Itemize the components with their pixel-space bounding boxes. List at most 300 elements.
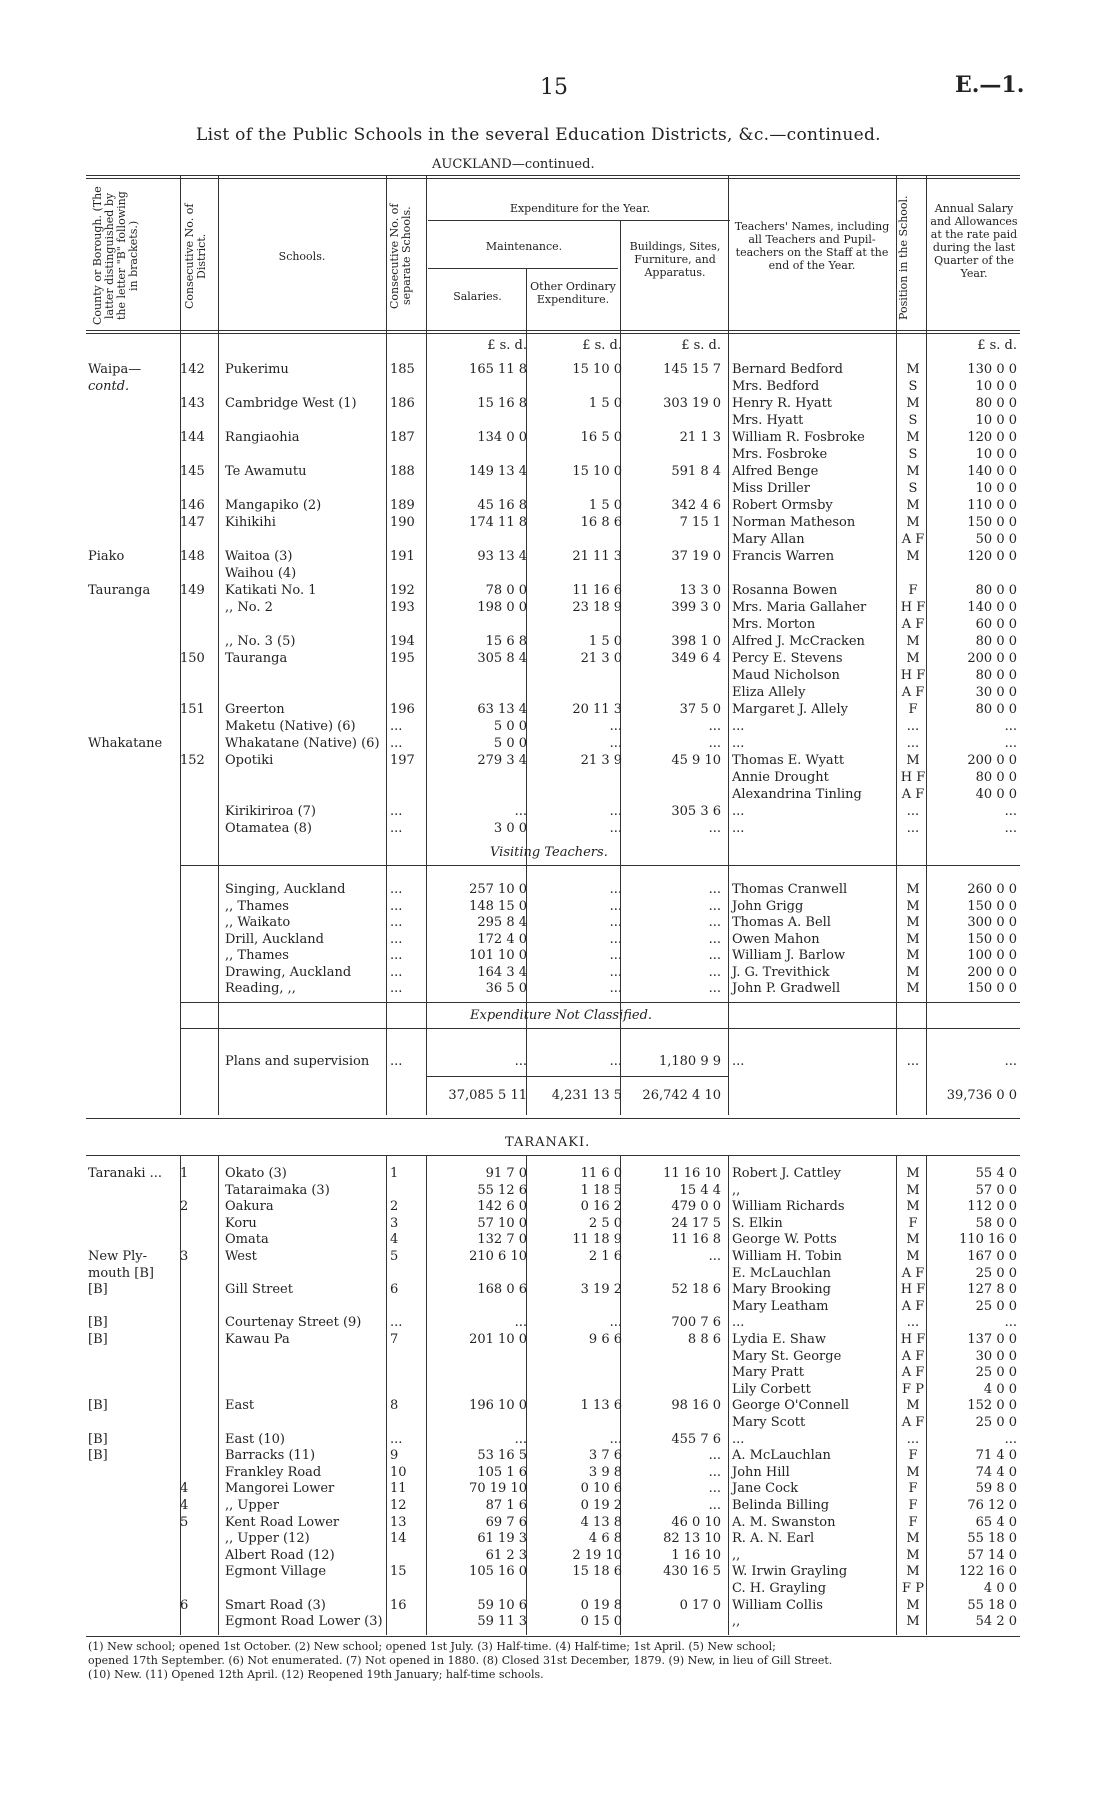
cell-dist: 142	[180, 362, 205, 377]
cell-sal: 164 3 4	[477, 964, 527, 980]
cell-teacher: Henry R. Hyatt	[732, 396, 833, 411]
cell-county: [B]	[88, 1282, 108, 1298]
cell-pos: M	[906, 915, 920, 930]
cell-teacher: Owen Mahon	[732, 931, 820, 947]
cell-pos: H F	[900, 668, 926, 683]
cell-ann: 50 0 0	[975, 532, 1017, 547]
cell-school: Kent Road Lower	[225, 1514, 340, 1530]
cell-school: Mangorei Lower	[225, 1481, 335, 1497]
cell-ann: 25 0 0	[975, 1265, 1017, 1281]
cell-sal: 165 11 8	[469, 362, 527, 377]
cell-ann: 30 0 0	[975, 685, 1017, 700]
cell-school: Waitoa (3)	[225, 549, 293, 564]
table-row	[0, 1481, 1114, 1497]
table-row	[0, 1598, 1114, 1614]
cell-bld: 8 8 6	[687, 1332, 721, 1347]
cell-bld: 52 18 6	[671, 1282, 721, 1298]
cell-teacher: Mrs. Fosbroke	[732, 447, 828, 462]
table-row	[0, 1249, 1114, 1265]
table-row	[0, 932, 1114, 948]
cell-pos: ...	[906, 719, 920, 734]
cell-sal: 87 1 6	[485, 1498, 527, 1513]
table-row	[0, 719, 1114, 735]
cell-ann: ...	[1004, 1315, 1017, 1331]
cell-no: 188	[390, 464, 415, 479]
plans-no: ...	[390, 1054, 403, 1069]
cell-bld: 342 4 6	[671, 498, 721, 513]
cell-ann: 74 4 0	[975, 1464, 1017, 1480]
cell-teacher: ...	[732, 1431, 745, 1447]
table-row	[0, 600, 1114, 616]
cell-ann: 60 0 0	[975, 617, 1017, 632]
plans-annual: ...	[1004, 1054, 1017, 1069]
cell-teacher: A. McLauchlan	[732, 1448, 831, 1464]
table-row	[0, 1199, 1114, 1215]
table-row	[0, 396, 1114, 412]
cell-ann: 30 0 0	[975, 1348, 1017, 1364]
cell-ann: 122 16 0	[959, 1564, 1017, 1580]
cell-sal: 198 0 0	[477, 600, 527, 615]
cell-ann: ...	[1004, 821, 1017, 836]
cell-no: 194	[390, 634, 415, 649]
cell-pos: A F	[901, 787, 925, 802]
cell-no: 11	[390, 1481, 407, 1497]
cell-oth: 9 6 6	[588, 1332, 622, 1347]
cell-no: 190	[390, 515, 415, 530]
cell-oth: 1 5 0	[588, 396, 622, 411]
cell-ann: 80 0 0	[975, 634, 1017, 649]
unclassified-rule	[180, 1028, 1020, 1029]
cell-dist: 144	[180, 430, 205, 445]
cell-school: Waihou (4)	[225, 566, 297, 581]
cell-sal: 45 16 8	[477, 498, 527, 513]
cell-school: Rangiaohia	[225, 430, 300, 445]
cell-no: 8	[390, 1398, 399, 1414]
cell-sal: 210 6 10	[469, 1249, 527, 1264]
cell-teacher: Thomas A. Bell	[732, 915, 831, 930]
cell-sal: 63 13 4	[477, 702, 527, 717]
cell-bld: 46 0 10	[671, 1514, 721, 1530]
cell-pos: A F	[901, 685, 925, 700]
cell-bld: 399 3 0	[671, 600, 721, 615]
cell-teacher: George W. Potts	[732, 1232, 837, 1248]
cell-pos: F P	[902, 1581, 924, 1596]
page-title: List of the Public Schools in the several Education Districts, &c.—continued.	[196, 125, 881, 145]
cell-no: ...	[390, 1315, 403, 1331]
cell-sal: 148 15 0	[469, 898, 527, 914]
cell-pos: F	[908, 1498, 918, 1513]
cell-pos: M	[906, 1199, 920, 1215]
cell-sal: 132 7 0	[477, 1232, 527, 1248]
taranaki-heading: TARANAKI.	[505, 1135, 591, 1150]
cell-oth: 4 13 8	[580, 1514, 622, 1530]
cell-bld: 37 19 0	[671, 549, 721, 564]
cell-ann: 55 18 0	[967, 1531, 1017, 1547]
table-row	[0, 685, 1114, 701]
cell-teacher: Maud Nicholson	[732, 668, 840, 683]
table-row	[0, 1216, 1114, 1232]
cell-school: Tauranga	[225, 651, 288, 666]
cell-school: Kawau Pa	[225, 1332, 290, 1347]
cell-no: 3	[390, 1215, 399, 1231]
cell-sal: ...	[514, 1315, 527, 1331]
cell-oth: 1 5 0	[588, 498, 622, 513]
cell-pos: H F	[900, 770, 926, 785]
cell-school: Gill Street	[225, 1282, 293, 1298]
table-row	[0, 1465, 1114, 1481]
table-row	[0, 1365, 1114, 1381]
cell-teacher: ,,	[732, 1547, 741, 1563]
cell-ann: 58 0 0	[975, 1215, 1017, 1231]
cell-bld: 45 9 10	[671, 753, 721, 768]
cell-no: 191	[390, 549, 415, 564]
cell-pos: M	[906, 1547, 920, 1563]
cell-oth: ...	[609, 1431, 622, 1447]
cell-teacher: Bernard Bedford	[732, 362, 843, 377]
cell-no: ...	[390, 964, 403, 980]
cell-sal: 196 10 0	[469, 1398, 527, 1414]
cell-sal: 5 0 0	[493, 719, 527, 734]
cell-sal: 61 19 3	[477, 1531, 527, 1547]
cell-dist: 150	[180, 651, 205, 666]
cell-teacher: Margaret J. Allely	[732, 702, 848, 717]
cell-ann: 10 0 0	[975, 447, 1017, 462]
col-teachers-header: Teachers' Names, including all Teachers and Pupil-teachers on the Staff at the end of the Year.	[734, 220, 890, 272]
cell-pos: ...	[906, 736, 920, 751]
cell-pos: M	[906, 464, 920, 479]
cell-pos: ...	[906, 804, 920, 819]
table-row	[0, 413, 1114, 429]
cell-sal: 69 7 6	[485, 1514, 527, 1530]
cell-teacher: Thomas Cranwell	[732, 882, 848, 897]
cell-sal: 134 0 0	[477, 430, 527, 445]
table-row	[0, 1432, 1114, 1448]
table-row	[0, 702, 1114, 718]
cell-oth: 4 6 8	[588, 1531, 622, 1547]
cell-school: Reading, ,,	[225, 981, 296, 996]
cell-teacher: Mrs. Morton	[732, 617, 816, 632]
cell-teacher: E. McLauchlan	[732, 1265, 832, 1281]
cell-ann: 130 0 0	[967, 362, 1017, 377]
cell-county: Tauranga	[88, 583, 151, 598]
table-row	[0, 566, 1114, 582]
total-buildings: 26,742 4 10	[642, 1088, 721, 1103]
cell-bld: ...	[708, 1481, 721, 1497]
cell-pos: F	[908, 1514, 918, 1530]
cell-no: ...	[390, 948, 403, 963]
cell-dist: 4	[180, 1498, 189, 1513]
cell-sal: 149 13 4	[469, 464, 527, 479]
cell-school: West	[225, 1249, 257, 1264]
cell-bld: 305 3 6	[671, 804, 721, 819]
cell-school: Greerton	[225, 702, 285, 717]
cell-ann: 140 0 0	[967, 464, 1017, 479]
cell-bld: ...	[708, 821, 721, 836]
cell-teacher: ...	[732, 1315, 745, 1331]
cell-oth: 23 18 9	[572, 600, 622, 615]
cell-ann: ...	[1004, 804, 1017, 819]
cell-sal: 295 8 4	[477, 915, 527, 930]
cell-ann: 25 0 0	[975, 1415, 1017, 1430]
cell-ann: 10 0 0	[975, 481, 1017, 496]
cell-oth: ...	[609, 1315, 622, 1331]
cell-oth: ...	[609, 981, 622, 996]
cell-school: Drill, Auckland	[225, 931, 324, 947]
unclassified-heading: Expenditure Not Classified.	[470, 1008, 653, 1023]
cell-ann: 150 0 0	[967, 898, 1017, 914]
table-row	[0, 1531, 1114, 1547]
cell-no: ...	[390, 804, 403, 819]
table-row	[0, 651, 1114, 667]
cell-pos: M	[906, 430, 920, 445]
cell-pos: M	[906, 634, 920, 649]
cell-ann: 25 0 0	[975, 1365, 1017, 1381]
cell-pos: M	[906, 515, 920, 530]
cell-pos: M	[906, 931, 920, 947]
cell-ann: 54 2 0	[975, 1614, 1017, 1630]
table-row	[0, 515, 1114, 531]
cell-pos: H F	[900, 1282, 926, 1298]
cell-no: 2	[390, 1199, 399, 1215]
cell-ann: 200 0 0	[967, 753, 1017, 768]
cell-bld: ...	[708, 981, 721, 996]
cell-teacher: John Grigg	[732, 898, 804, 914]
cell-county: [B]	[88, 1431, 108, 1447]
cell-teacher: Lily Corbett	[732, 1381, 811, 1397]
cell-ann: 10 0 0	[975, 413, 1017, 428]
cell-pos: S	[908, 481, 918, 496]
visiting-teachers-heading: Visiting Teachers.	[490, 845, 608, 860]
cell-teacher: George O'Connell	[732, 1398, 850, 1414]
cell-teacher: Eliza Allely	[732, 685, 806, 700]
table-row	[0, 1349, 1114, 1365]
cell-oth: 1 13 6	[580, 1398, 622, 1414]
cell-dist: 143	[180, 396, 205, 411]
cell-sal: 15 16 8	[477, 396, 527, 411]
cell-oth: 0 10 6	[580, 1481, 622, 1497]
cell-teacher: Mary Pratt	[732, 1365, 804, 1381]
cell-pos: A F	[901, 1415, 925, 1430]
cell-pos: M	[906, 948, 920, 963]
cell-bld: 15 4 4	[679, 1182, 721, 1198]
cell-no: 197	[390, 753, 415, 768]
cell-oth: ...	[609, 804, 622, 819]
col-schools-header: Schools.	[278, 250, 326, 263]
col-salaries-header: Salaries.	[453, 290, 502, 303]
cell-teacher: John P. Gradwell	[732, 981, 841, 996]
cell-school: Oakura	[225, 1199, 274, 1215]
cell-dist: 4	[180, 1481, 189, 1497]
cell-bld: ...	[708, 1498, 721, 1513]
cell-oth: 16 5 0	[580, 430, 622, 445]
table-row	[0, 1614, 1114, 1630]
cell-school: Singing, Auckland	[225, 882, 346, 897]
table-row	[0, 1315, 1114, 1331]
table-row	[0, 821, 1114, 837]
cell-bld: 13 3 0	[679, 583, 721, 598]
cell-teacher: Mrs. Hyatt	[732, 413, 804, 428]
cell-no: 16	[390, 1597, 407, 1613]
cell-pos: A F	[901, 617, 925, 632]
cell-teacher: William H. Tobin	[732, 1249, 842, 1264]
cell-teacher: William R. Fosbroke	[732, 430, 865, 445]
cell-school: Pukerimu	[225, 362, 289, 377]
cell-school: Mangapiko (2)	[225, 498, 322, 513]
footnote-line: opened 17th September. (6) Not enumerated. (7) Not opened in 1880. (8) Closed 31st December, 1879. (9) New, in lieu of Gill Street.	[88, 1654, 833, 1667]
cell-sal: 172 4 0	[477, 931, 527, 947]
table-row	[0, 753, 1114, 769]
cell-ann: 300 0 0	[967, 915, 1017, 930]
cell-oth: 20 11 3	[572, 702, 622, 717]
cell-bld: ...	[708, 931, 721, 947]
table-row	[0, 1266, 1114, 1282]
cell-bld: 11 16 10	[663, 1166, 721, 1181]
table-row	[0, 1398, 1114, 1414]
cell-teacher: William Collis	[732, 1597, 823, 1613]
header-top-rule-2	[86, 178, 1020, 179]
cell-pos: A F	[901, 1265, 925, 1281]
cell-bld: ...	[708, 964, 721, 980]
cell-bld: 0 17 0	[679, 1597, 721, 1613]
cell-no: 195	[390, 651, 415, 666]
cell-pos: M	[906, 1182, 920, 1198]
cell-pos: F	[908, 583, 918, 598]
cell-bld: 479 0 0	[671, 1199, 721, 1215]
document-code: E.—1.	[955, 72, 1025, 98]
cell-teacher: Mary Leatham	[732, 1298, 829, 1314]
cell-school: Egmont Road Lower (3)	[225, 1614, 383, 1630]
cell-ann: 80 0 0	[975, 583, 1017, 598]
cell-bld: 591 8 4	[671, 464, 721, 479]
cell-dist: 3	[180, 1249, 189, 1264]
cell-pos: M	[906, 1564, 920, 1580]
cell-bld: 11 16 8	[671, 1232, 721, 1248]
cell-oth: ...	[609, 931, 622, 947]
cell-pos: ...	[906, 821, 920, 836]
cell-dist: 145	[180, 464, 205, 479]
cell-teacher: ...	[732, 804, 745, 819]
cell-pos: A F	[901, 532, 925, 547]
expenditure-rule	[428, 220, 730, 221]
cell-bld: ...	[708, 719, 721, 734]
cell-no: 186	[390, 396, 415, 411]
cell-sal: 70 19 10	[469, 1481, 527, 1497]
cell-county: New Ply-	[88, 1249, 147, 1264]
table-row	[0, 1299, 1114, 1315]
cell-teacher: Thomas E. Wyatt	[732, 753, 845, 768]
cell-school: Barracks (11)	[225, 1448, 316, 1464]
cell-pos: F	[908, 702, 918, 717]
cell-oth: ...	[609, 719, 622, 734]
cell-bld: 1 16 10	[671, 1547, 721, 1563]
cell-teacher: Norman Matheson	[732, 515, 856, 530]
cell-no: 13	[390, 1514, 407, 1530]
cell-teacher: Mrs. Maria Gallaher	[732, 600, 867, 615]
cell-county: [B]	[88, 1315, 108, 1331]
cell-bld: 303 19 0	[663, 396, 721, 411]
cell-sal: 55 12 6	[477, 1182, 527, 1198]
cell-no: 196	[390, 702, 415, 717]
cell-bld: 24 17 5	[671, 1215, 721, 1231]
cell-sal: 5 0 0	[493, 736, 527, 751]
cell-ann: 80 0 0	[975, 702, 1017, 717]
plans-position: ...	[906, 1054, 920, 1069]
cell-bld: 21 1 3	[679, 430, 721, 445]
cell-pos: M	[906, 396, 920, 411]
cell-no: 1	[390, 1166, 399, 1181]
table-row	[0, 498, 1114, 514]
cell-sal: 53 16 5	[477, 1448, 527, 1464]
table-row	[0, 787, 1114, 803]
cell-county: contd.	[88, 379, 130, 394]
units-buildings: £ s. d.	[681, 338, 721, 353]
cell-no: 193	[390, 600, 415, 615]
cell-county: [B]	[88, 1448, 108, 1464]
cell-ann: 137 0 0	[967, 1332, 1017, 1347]
cell-pos: ...	[906, 1315, 920, 1331]
cell-school: ,, Waikato	[225, 915, 291, 930]
cell-bld: ...	[708, 948, 721, 963]
cell-no: 192	[390, 583, 415, 598]
cell-pos: M	[906, 651, 920, 666]
cell-school: Koru	[225, 1215, 257, 1231]
cell-teacher: Percy E. Stevens	[732, 651, 843, 666]
cell-sal: 78 0 0	[485, 583, 527, 598]
cell-sal: 93 13 4	[477, 549, 527, 564]
cell-ann: 112 0 0	[967, 1199, 1017, 1215]
auckland-bottom-rule	[86, 1118, 1020, 1119]
cell-pos: M	[906, 1464, 920, 1480]
cell-sal: ...	[514, 1431, 527, 1447]
cell-school: ,, No. 2	[225, 600, 273, 615]
cell-teacher: Lydia E. Shaw	[732, 1332, 827, 1347]
cell-school: Albert Road (12)	[225, 1547, 335, 1563]
cell-pos: F	[908, 1448, 918, 1464]
cell-school: Okato (3)	[225, 1166, 287, 1181]
cell-sal: ...	[514, 804, 527, 819]
total-salaries: 37,085 5 11	[448, 1088, 527, 1103]
cell-ann: 167 0 0	[967, 1249, 1017, 1264]
cell-ann: 55 18 0	[967, 1597, 1017, 1613]
cell-no: 14	[390, 1531, 407, 1547]
units-salaries: £ s. d.	[487, 338, 527, 353]
cell-pos: M	[906, 1166, 920, 1181]
cell-pos: M	[906, 362, 920, 377]
cell-pos: A F	[901, 1298, 925, 1314]
cell-pos: M	[906, 1398, 920, 1414]
units-annual: £ s. d.	[977, 338, 1017, 353]
cell-pos: M	[906, 1531, 920, 1547]
cell-teacher: Mary Allan	[732, 532, 805, 547]
cell-teacher: ,,	[732, 1614, 741, 1630]
cell-teacher: Alfred Benge	[732, 464, 819, 479]
cell-school: Otamatea (8)	[225, 821, 312, 836]
cell-pos: M	[906, 981, 920, 996]
cell-no: ...	[390, 981, 403, 996]
units-row	[0, 338, 1114, 354]
cell-bld: 145 15 7	[663, 362, 721, 377]
footnote-line: (1) New school; opened 1st October. (2) New school; opened 1st July. (3) Half-time. (4) Half-time; 1st April. (5) New school;	[88, 1640, 776, 1653]
cell-school: East	[225, 1398, 255, 1414]
cell-no: ...	[390, 1431, 403, 1447]
cell-ann: 100 0 0	[967, 948, 1017, 963]
cell-bld: 98 16 0	[671, 1398, 721, 1414]
cell-ann: 150 0 0	[967, 931, 1017, 947]
footnote-line: (10) New. (11) Opened 12th April. (12) Reopened 19th January; half-time schools.	[88, 1668, 544, 1681]
cell-pos: S	[908, 379, 918, 394]
cell-pos: M	[906, 898, 920, 914]
cell-pos: M	[906, 498, 920, 513]
